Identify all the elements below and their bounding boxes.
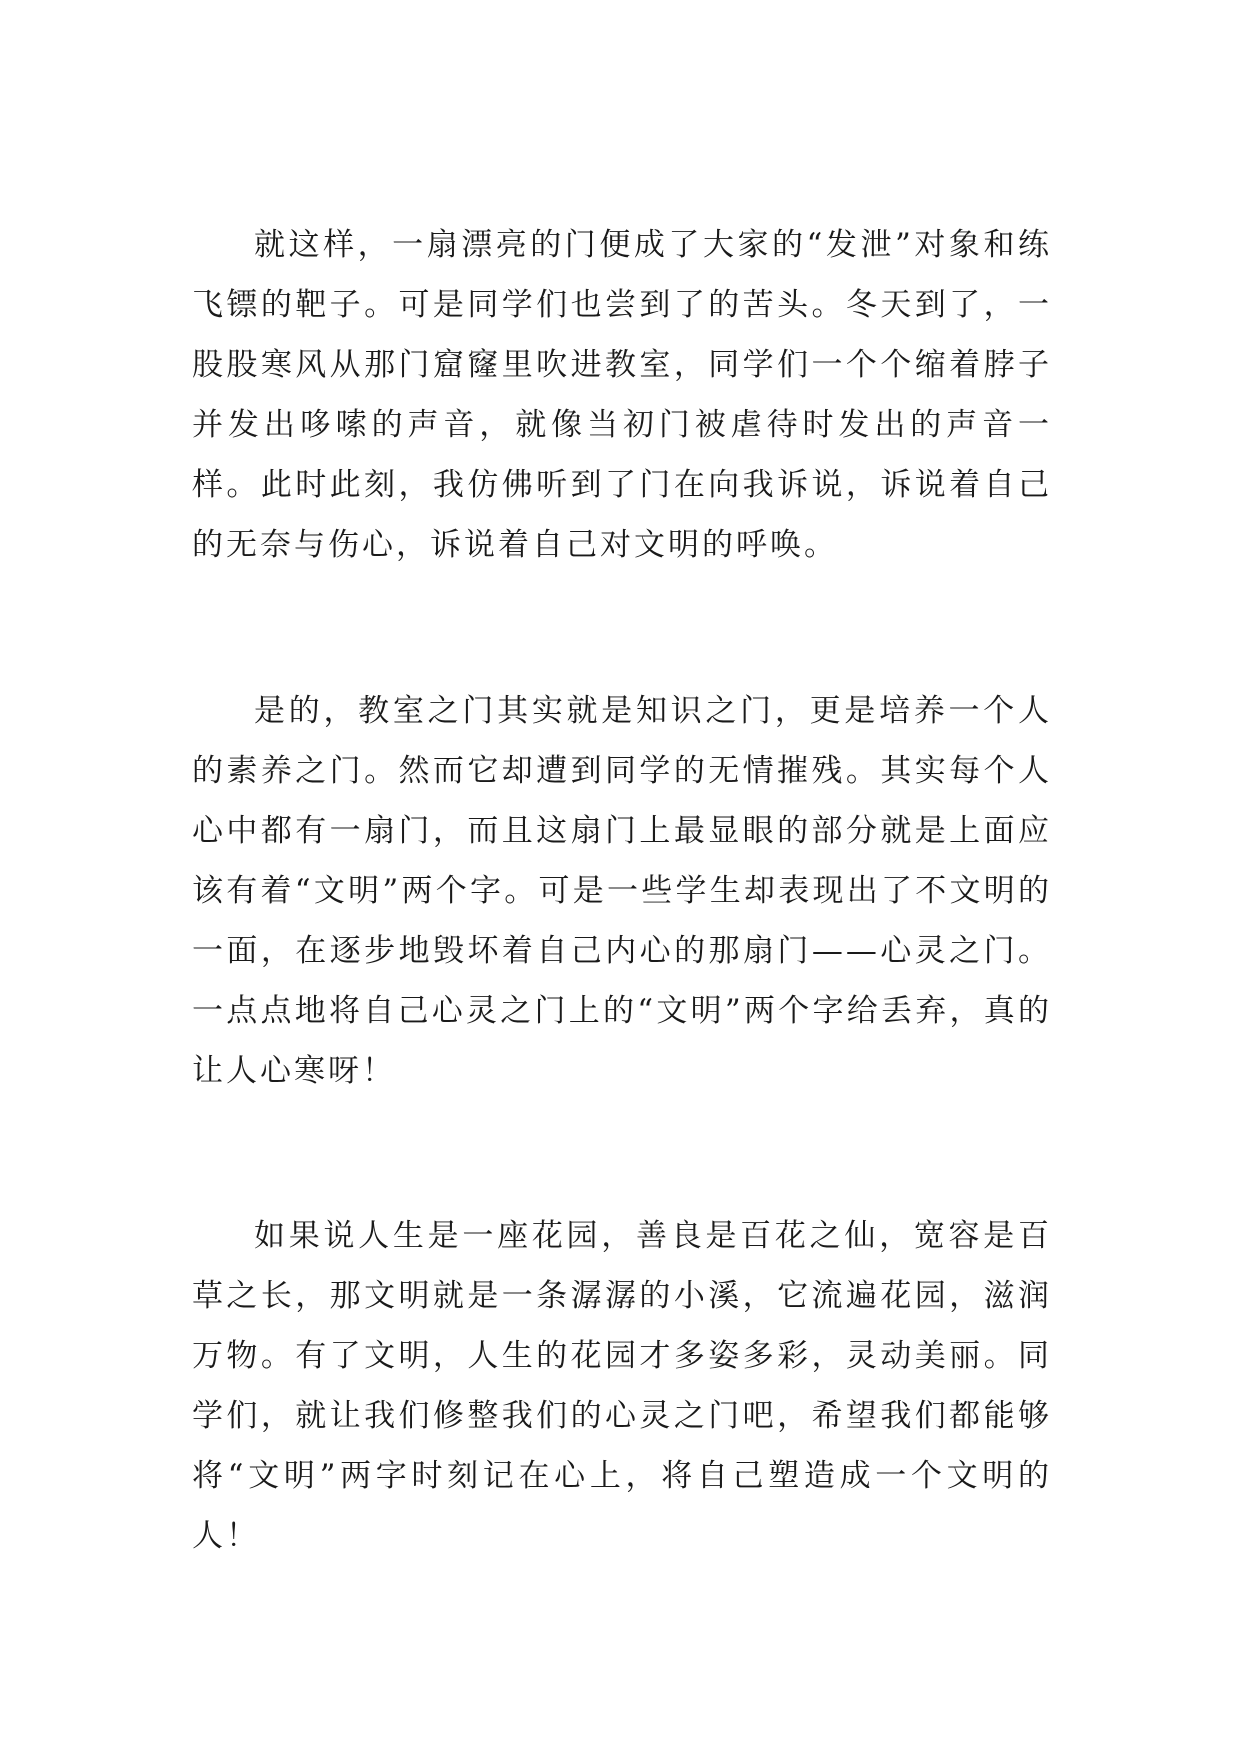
paragraph-door-of-civility: 是的，教室之门其实就是知识之门，更是培养一个人的素养之门。然而它却遭到同学的无情摧残。其实每个人心中都有一扇门，而且这扇门上最显眼的部分就是上面应该有着“文明”两个字。可是一些学生却表现出了不文明的一面，在逐步地毁坏着自己内心的那扇门——心灵之门。一点点地将自己心灵之门上的“文明”两个字给丢弃，真的让人心寒呀！ [192,693,1052,1089]
paragraph-door-abuse: 就这样，一扇漂亮的门便成了大家的“发泄”对象和练飞镖的靶子。可是同学们也尝到了的苦头。冬天到了，一股股寒风从那门窟窿里吹进教室，同学们一个个缩着脖子并发出哆嗦的声音，就像当初门被虐待时发出的声音一样。此时此刻，我仿佛听到了门在向我诉说，诉说着自己的无奈与伤心，诉说着自己对文明的呼唤。 [192,227,1052,563]
paragraph-conclusion: 如果说人生是一座花园，善良是百花之仙，宽容是百草之长，那文明就是一条潺潺的小溪，它流遍花园，滋润万物。有了文明，人生的花园才多姿多彩，灵动美丽。同学们，就让我们修整我们的心灵之门吧，希望我们都能够将“文明”两字时刻记在心上，将自己塑造成一个文明的人！ [192,1218,1052,1554]
